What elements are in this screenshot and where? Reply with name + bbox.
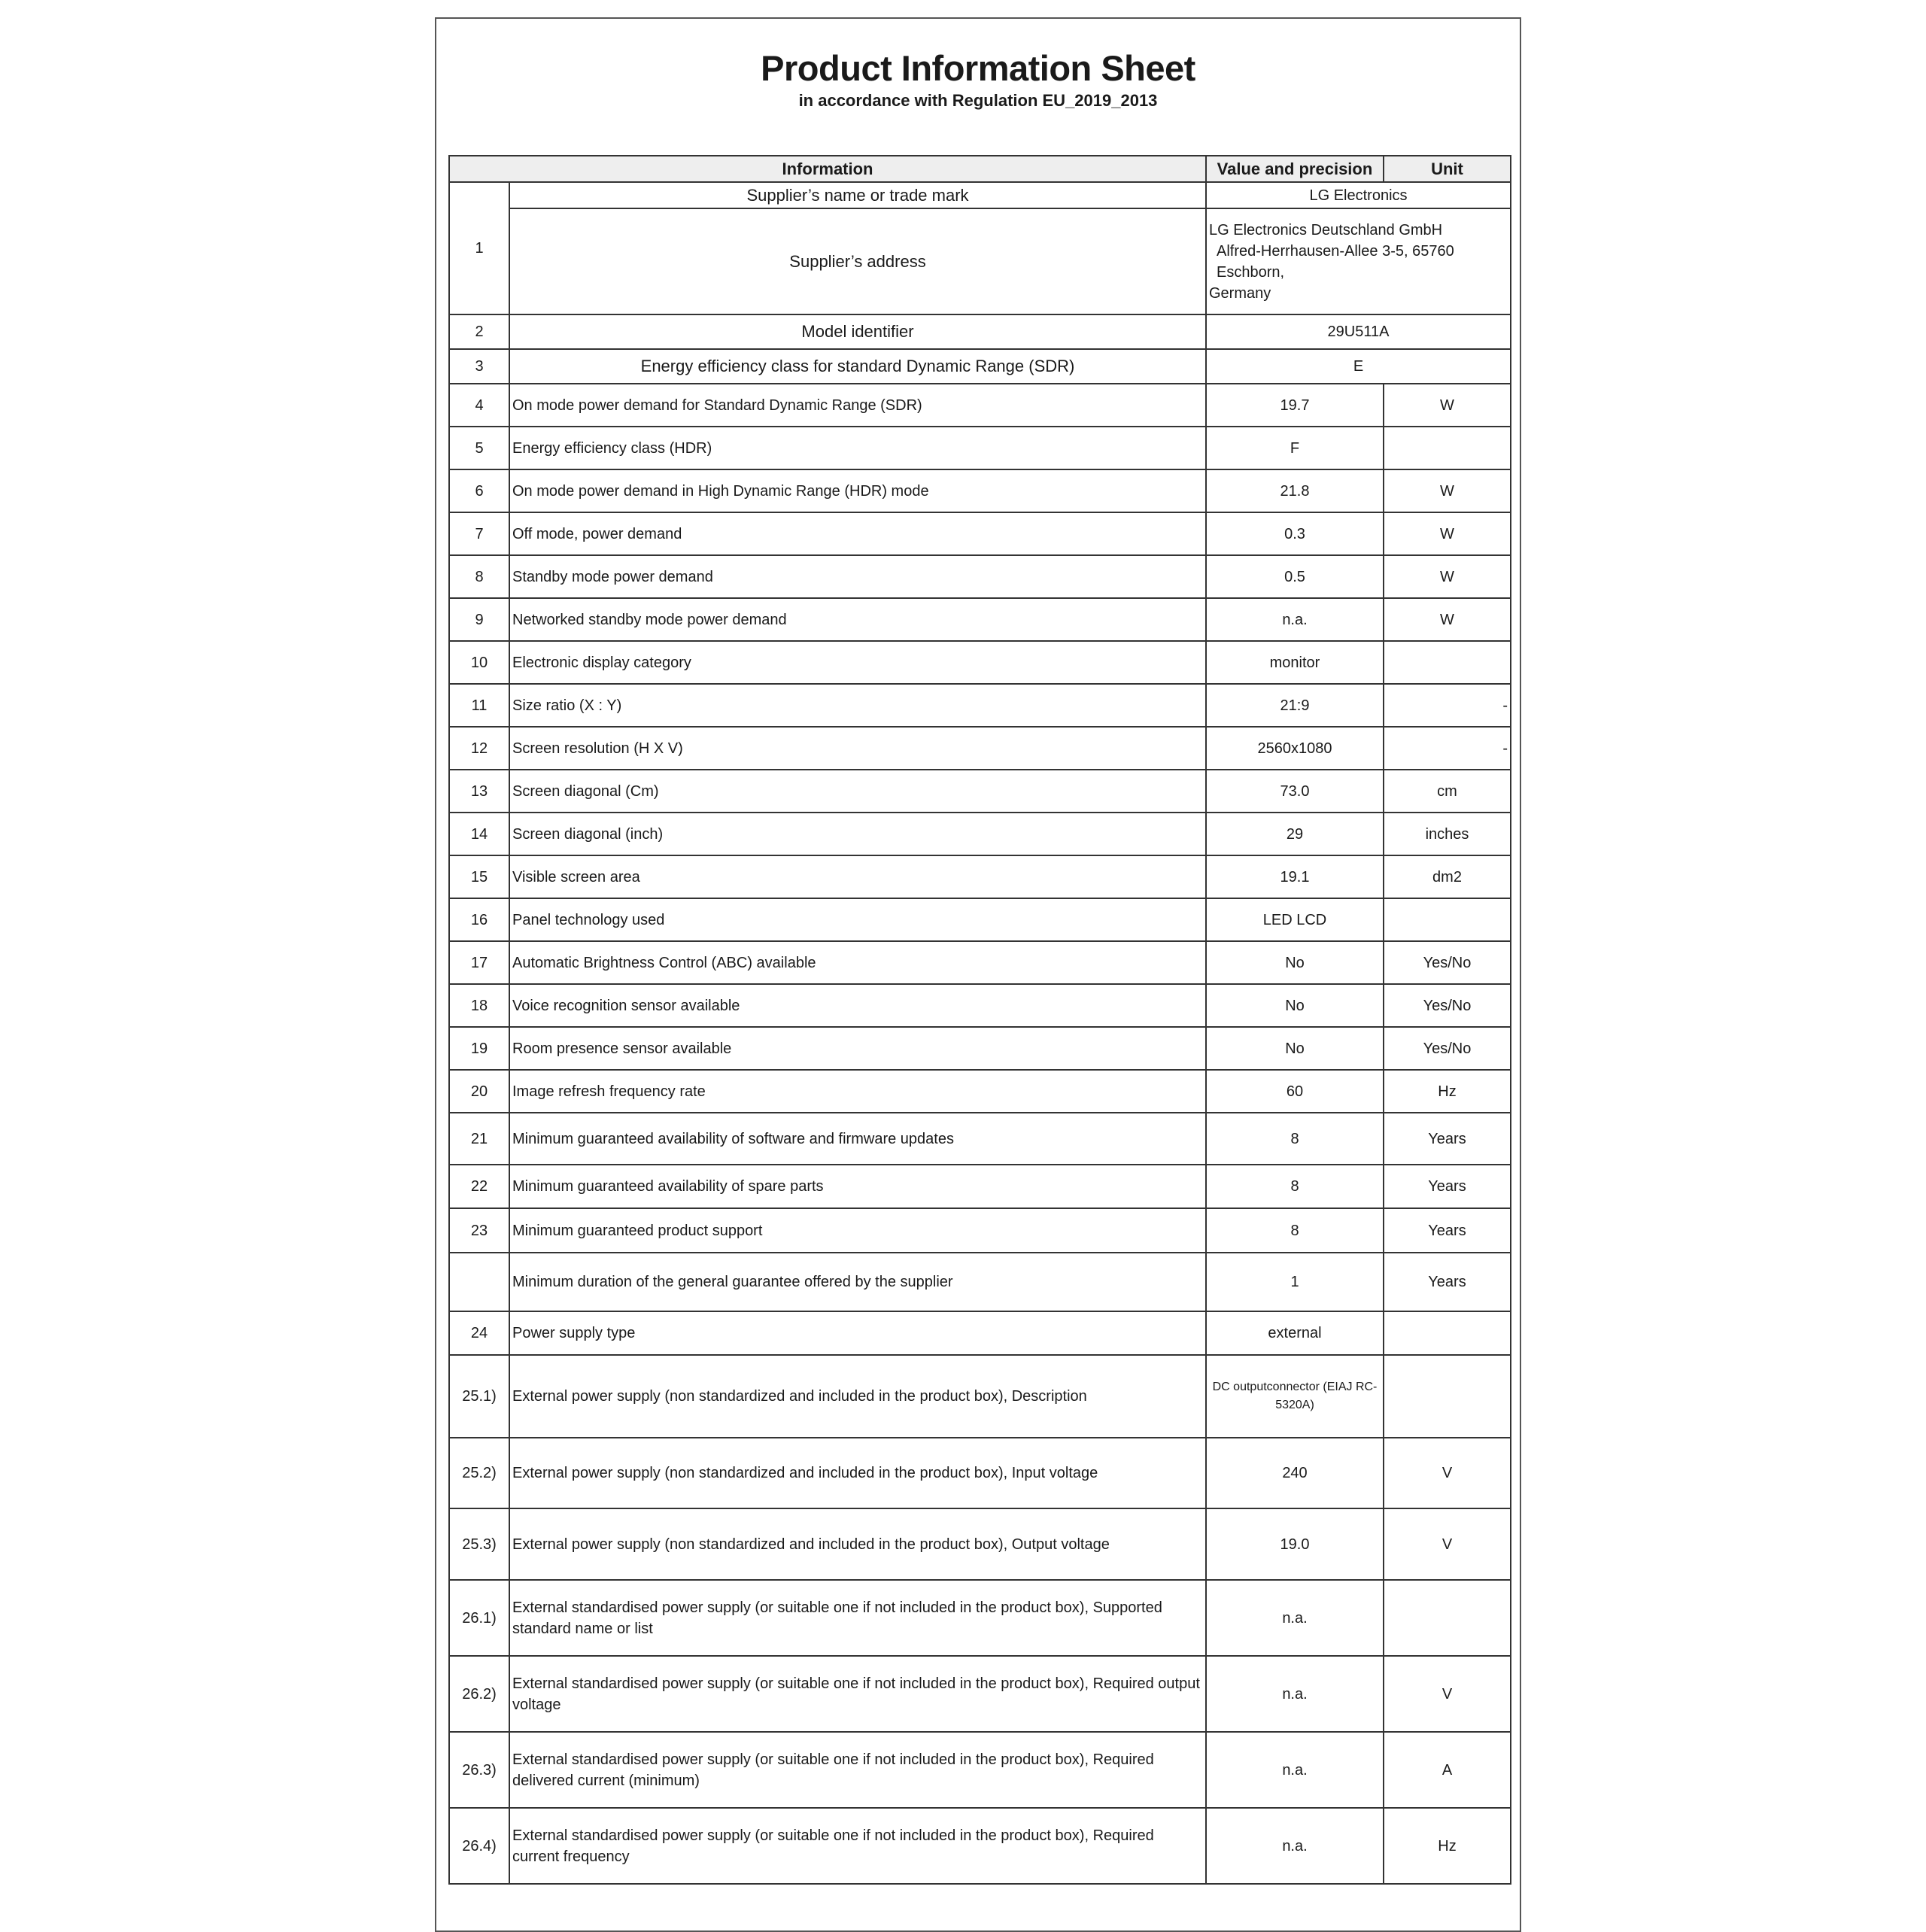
row-label: Power supply type	[509, 1311, 1206, 1355]
table-row	[449, 349, 1511, 384]
row-number: 26.2)	[449, 1656, 509, 1732]
row-number: 16	[449, 898, 509, 941]
table-row	[449, 1355, 1511, 1438]
row-value: 240	[1206, 1438, 1384, 1508]
table-row	[449, 855, 1511, 898]
row-number: 20	[449, 1070, 509, 1113]
row-value: n.a.	[1206, 1656, 1384, 1732]
row-number: 1	[449, 182, 509, 314]
table-row	[449, 898, 1511, 941]
row-unit	[1384, 427, 1511, 469]
table-row	[449, 813, 1511, 855]
table-row	[449, 727, 1511, 770]
table-row	[449, 598, 1511, 641]
table-row	[449, 1580, 1511, 1656]
row-label: External standardised power supply (or suitable one if not included in the product box), Required current frequency	[509, 1808, 1206, 1884]
row-number: 13	[449, 770, 509, 813]
row-number: 3	[449, 349, 509, 384]
row-number: 7	[449, 512, 509, 555]
row-label: Room presence sensor available	[509, 1027, 1206, 1070]
row-label: External power supply (non standardized and included in the product box), Description	[509, 1355, 1206, 1438]
row-number: 11	[449, 684, 509, 727]
row-label: Automatic Brightness Control (ABC) available	[509, 941, 1206, 984]
row-label: Screen resolution (H X V)	[509, 727, 1206, 770]
row-value: 2560x1080	[1206, 727, 1384, 770]
row-value: DC outputconnector (EIAJ RC-5320A)	[1206, 1355, 1384, 1438]
row-number: 23	[449, 1208, 509, 1253]
sdr-class-value: E	[1206, 349, 1511, 384]
row-label: Voice recognition sensor available	[509, 984, 1206, 1027]
row-label: Off mode, power demand	[509, 512, 1206, 555]
row-value: LED LCD	[1206, 898, 1384, 941]
row-unit: W	[1384, 555, 1511, 598]
table-row	[449, 984, 1511, 1027]
row-label: Electronic display category	[509, 641, 1206, 684]
row-label: Panel technology used	[509, 898, 1206, 941]
table-row	[449, 1165, 1511, 1208]
row-number: 8	[449, 555, 509, 598]
row-number: 12	[449, 727, 509, 770]
row-value: F	[1206, 427, 1384, 469]
row-value: 0.3	[1206, 512, 1384, 555]
info-table	[448, 155, 1511, 1885]
address-line: Germany	[1209, 284, 1271, 302]
supplier-name-label: Supplier’s name or trade mark	[509, 182, 1206, 208]
table-row	[449, 1508, 1511, 1580]
row-value: No	[1206, 984, 1384, 1027]
row-value: n.a.	[1206, 598, 1384, 641]
table-row	[449, 427, 1511, 469]
row-value: 8	[1206, 1165, 1384, 1208]
row-label: External standardised power supply (or suitable one if not included in the product box), Supported standard name or list	[509, 1580, 1206, 1656]
row-unit: Years	[1384, 1208, 1511, 1253]
row-unit: W	[1384, 384, 1511, 427]
table-row	[449, 641, 1511, 684]
table-row	[449, 1070, 1511, 1113]
row-unit: Hz	[1384, 1808, 1511, 1884]
row-unit: W	[1384, 469, 1511, 512]
table-row	[449, 469, 1511, 512]
row-label: Minimum guaranteed availability of software and firmware updates	[509, 1113, 1206, 1165]
row-label: Minimum guaranteed availability of spare parts	[509, 1165, 1206, 1208]
row-number: 24	[449, 1311, 509, 1355]
product-information-sheet	[435, 17, 1521, 1932]
row-value: n.a.	[1206, 1732, 1384, 1808]
row-value: n.a.	[1206, 1580, 1384, 1656]
row-unit: Years	[1384, 1253, 1511, 1311]
header-value: Value and precision	[1206, 156, 1384, 182]
row-unit: cm	[1384, 770, 1511, 813]
table-row	[449, 208, 1511, 314]
row-unit: Yes/No	[1384, 984, 1511, 1027]
row-unit	[1384, 641, 1511, 684]
table-row	[449, 1311, 1511, 1355]
supplier-address-label: Supplier’s address	[509, 208, 1206, 314]
table-header-row	[449, 156, 1511, 182]
row-value: 19.7	[1206, 384, 1384, 427]
row-unit: V	[1384, 1508, 1511, 1580]
row-value: 21.8	[1206, 469, 1384, 512]
row-number: 9	[449, 598, 509, 641]
row-number: 26.4)	[449, 1808, 509, 1884]
row-unit	[1384, 1355, 1511, 1438]
table-row	[449, 684, 1511, 727]
row-label: Energy efficiency class (HDR)	[509, 427, 1206, 469]
table-row	[449, 182, 1511, 208]
row-label: On mode power demand for Standard Dynamic Range (SDR)	[509, 384, 1206, 427]
row-number: 19	[449, 1027, 509, 1070]
row-number: 21	[449, 1113, 509, 1165]
row-number	[449, 1253, 509, 1311]
row-value: 29	[1206, 813, 1384, 855]
row-unit: W	[1384, 598, 1511, 641]
row-number: 26.1)	[449, 1580, 509, 1656]
row-label: Screen diagonal (Cm)	[509, 770, 1206, 813]
page-subtitle: in accordance with Regulation EU_2019_2013	[798, 91, 1158, 110]
row-unit: W	[1384, 512, 1511, 555]
row-number: 25.1)	[449, 1355, 509, 1438]
row-label: Visible screen area	[509, 855, 1206, 898]
row-unit: inches	[1384, 813, 1511, 855]
row-value: external	[1206, 1311, 1384, 1355]
row-value: n.a.	[1206, 1808, 1384, 1884]
row-label: Networked standby mode power demand	[509, 598, 1206, 641]
header-unit: Unit	[1384, 156, 1511, 182]
row-unit: Years	[1384, 1165, 1511, 1208]
table-row	[449, 314, 1511, 349]
row-value: 73.0	[1206, 770, 1384, 813]
table-row	[449, 1208, 1511, 1253]
table-row	[449, 555, 1511, 598]
table-row	[449, 384, 1511, 427]
table-row	[449, 1732, 1511, 1808]
table-body	[449, 182, 1511, 1884]
row-unit	[1384, 898, 1511, 941]
row-number: 25.3)	[449, 1508, 509, 1580]
row-number: 2	[449, 314, 509, 349]
row-number: 10	[449, 641, 509, 684]
table-row	[449, 1438, 1511, 1508]
header-information: Information	[449, 156, 1206, 182]
supplier-name-value: LG Electronics	[1206, 182, 1511, 208]
row-unit: A	[1384, 1732, 1511, 1808]
row-unit	[1384, 1580, 1511, 1656]
row-number: 22	[449, 1165, 509, 1208]
table-row	[449, 770, 1511, 813]
model-value: 29U511A	[1206, 314, 1511, 349]
row-label: External power supply (non standardized and included in the product box), Output voltage	[509, 1508, 1206, 1580]
row-value: No	[1206, 941, 1384, 984]
address-line: Alfred-Herrhausen-Allee 3-5, 65760 Eschborn,	[1217, 242, 1454, 281]
address-line: LG Electronics Deutschland GmbH	[1209, 221, 1443, 238]
row-unit: dm2	[1384, 855, 1511, 898]
row-unit: Years	[1384, 1113, 1511, 1165]
row-number: 6	[449, 469, 509, 512]
row-value: monitor	[1206, 641, 1384, 684]
page-title: Product Information Sheet	[761, 48, 1195, 88]
row-value: 19.0	[1206, 1508, 1384, 1580]
row-value: 8	[1206, 1113, 1384, 1165]
row-label: Standby mode power demand	[509, 555, 1206, 598]
row-number: 26.3)	[449, 1732, 509, 1808]
row-label: Minimum guaranteed product support	[509, 1208, 1206, 1253]
row-unit: Yes/No	[1384, 1027, 1511, 1070]
table-row	[449, 1253, 1511, 1311]
row-number: 4	[449, 384, 509, 427]
row-value: 60	[1206, 1070, 1384, 1113]
row-unit: V	[1384, 1438, 1511, 1508]
row-label: Size ratio (X : Y)	[509, 684, 1206, 727]
row-unit: Hz	[1384, 1070, 1511, 1113]
row-label: External standardised power supply (or suitable one if not included in the product box), Required output voltage	[509, 1656, 1206, 1732]
row-value: 21:9	[1206, 684, 1384, 727]
table-row	[449, 941, 1511, 984]
row-unit	[1384, 1311, 1511, 1355]
row-unit: -	[1384, 684, 1511, 727]
row-number: 25.2)	[449, 1438, 509, 1508]
row-number: 15	[449, 855, 509, 898]
row-unit: Yes/No	[1384, 941, 1511, 984]
table-row	[449, 512, 1511, 555]
row-value: No	[1206, 1027, 1384, 1070]
row-label: On mode power demand in High Dynamic Range (HDR) mode	[509, 469, 1206, 512]
row-value: 1	[1206, 1253, 1384, 1311]
row-unit: -	[1384, 727, 1511, 770]
row-label: External standardised power supply (or suitable one if not included in the product box), Required delivered current (minimum)	[509, 1732, 1206, 1808]
supplier-address-value	[1206, 208, 1511, 314]
row-value: 0.5	[1206, 555, 1384, 598]
table-row	[449, 1656, 1511, 1732]
row-label: Image refresh frequency rate	[509, 1070, 1206, 1113]
row-number: 18	[449, 984, 509, 1027]
table-row	[449, 1027, 1511, 1070]
model-label: Model identifier	[509, 314, 1206, 349]
row-value: 19.1	[1206, 855, 1384, 898]
table-row	[449, 1808, 1511, 1884]
row-unit: V	[1384, 1656, 1511, 1732]
row-number: 17	[449, 941, 509, 984]
row-number: 5	[449, 427, 509, 469]
row-label: External power supply (non standardized and included in the product box), Input voltage	[509, 1438, 1206, 1508]
row-label: Screen diagonal (inch)	[509, 813, 1206, 855]
sdr-class-label: Energy efficiency class for standard Dynamic Range (SDR)	[509, 349, 1206, 384]
row-label: Minimum duration of the general guarantee offered by the supplier	[509, 1253, 1206, 1311]
table-row	[449, 1113, 1511, 1165]
row-value: 8	[1206, 1208, 1384, 1253]
row-number: 14	[449, 813, 509, 855]
